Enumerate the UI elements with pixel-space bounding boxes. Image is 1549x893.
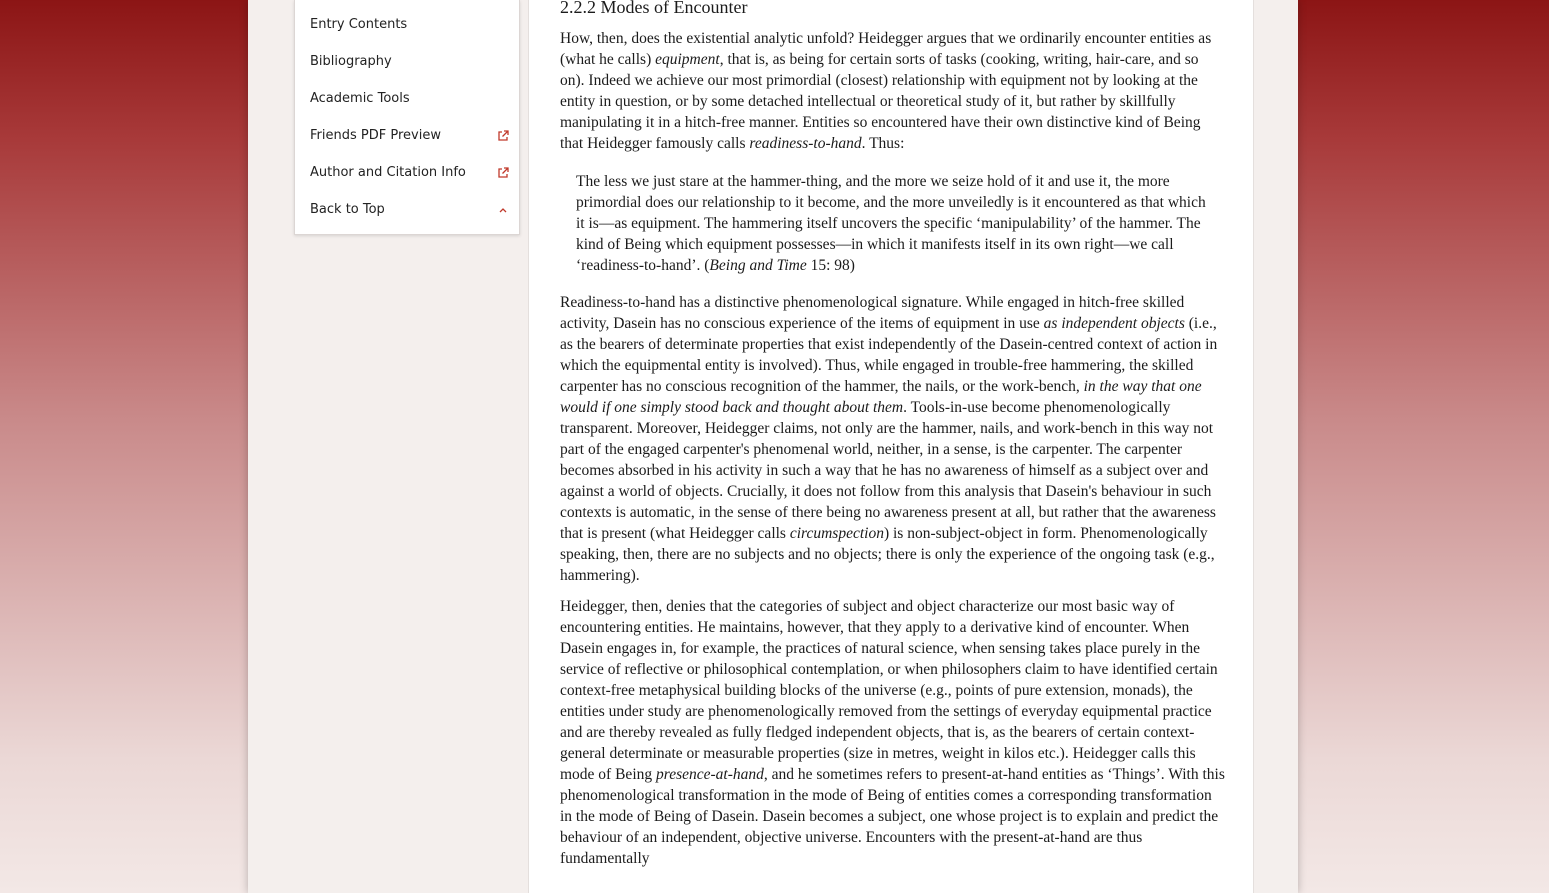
sidebar-menu <box>294 0 520 235</box>
sidebar-item-back-to-top[interactable] <box>310 195 510 225</box>
sidebar-item-bibliography[interactable] <box>310 47 510 77</box>
sidebar-item-label: Bibliography <box>310 54 392 69</box>
chevron-up-icon <box>496 195 510 225</box>
external-link-icon <box>496 121 510 151</box>
external-link-icon <box>496 158 510 188</box>
sidebar-item-author-citation-info[interactable] <box>310 158 510 188</box>
paragraph: How, then, does the existential analytic unfold? Heidegger argues that we ordinarily encounter entities as (what he calls) equipment, that is, as being for certain sorts of tasks (cooking, writing, hair-care, and so on). Indeed we achieve our most primordial (closest) relationship with equipment not by looking at the entity in question, or by some detached intellectual or theoretical study of it, but rather by skillfully manipulating it in a hitch-free manner. Entities so encountered have their own distinctive kind of Being that Heidegger famously calls readiness-to-hand. Thus: <box>560 30 1212 152</box>
article-body <box>528 0 1254 893</box>
section-heading: 2.2.2 Modes of Encounter <box>560 0 748 17</box>
sidebar-item-academic-tools[interactable] <box>310 84 510 114</box>
sidebar-item-entry-contents[interactable] <box>310 10 510 40</box>
sidebar-item-label: Back to Top <box>310 202 385 217</box>
sidebar-item-label: Academic Tools <box>310 91 410 106</box>
paragraph: Readiness-to-hand has a distinctive phenomenological signature. While engaged in hitch-free skilled activity, Dasein has no conscious experience of the items of equipment in use as independent objects (i.e., as the bearers of determinate properties that exist independently of the Dasein-centred context of action in which the equipmental entity is involved). Thus, while engaged in trouble-free hammering, the skilled carpenter has no conscious recognition of the hammer, the nails, or the work-bench, in the way that one would if one simply stood back and thought about them. Tools-in-use become phenomenologically transparent. Moreover, Heidegger claims, not only are the hammer, nails, and work-bench in this way not part of the engaged carpenter's phenomenal world, neither, in a sense, is the carpenter. The carpenter becomes absorbed in his activity in such a way that he has no awareness of himself as a subject over and against a world of objects. Crucially, it does not follow from this analysis that Dasein's behaviour in such contexts is automatic, in the sense of there being no awareness present at all, but rather that the awareness that is present (what Heidegger calls circumspection) is non-subject-object in form. Phenomenologically speaking, then, there are no subjects and no objects; there is only the experience of the ongoing task (e.g., hammering). <box>560 294 1218 584</box>
sidebar-item-friends-pdf-preview[interactable] <box>310 121 510 151</box>
sidebar-item-label: Author and Citation Info <box>310 165 466 180</box>
sidebar-item-label: Entry Contents <box>310 17 408 32</box>
blockquote: The less we just stare at the hammer-thing, and the more we seize hold of it and use it, the more primordial does our relationship to it become, and the more unveiledly is it encountered as that which it is—as equipment. The hammering itself uncovers the specific ‘manipulability’ of the hammer. The kind of Being which equipment possesses—in which it manifests itself in its own right—we call ‘readiness-to-hand’. (Being and Time 15: 98) <box>576 173 1206 274</box>
sidebar-item-label: Friends PDF Preview <box>310 128 441 143</box>
paragraph: Heidegger, then, denies that the categories of subject and object characterize our most basic way of encountering entities. He maintains, however, that they apply to a derivative kind of encounter. When Dasein engages in, for example, the practices of natural science, when sensing takes place purely in the service of reflective or philosophical contemplation, or when philosophers claim to have identified certain context-free metaphysical building blocks of the universe (e.g., points of pure extension, monads), the entities under study are phenomenologically removed from the settings of everyday equipmental practice and are thereby revealed as fully fledged independent objects, that is, as the bearers of certain context-general determinate or measurable properties (size in metres, weight in kilos etc.). Heidegger calls this mode of Being presence-at-hand, and he sometimes refers to present-at-hand entities as ‘Things’. With this phenomenological transformation in the mode of Being of entities comes a corresponding transformation in the mode of Being of Dasein. Dasein becomes a subject, one whose project is to explain and predict the behaviour of an independent, objective universe. Encounters with the present-at-hand are thus fundamentally <box>560 598 1225 867</box>
